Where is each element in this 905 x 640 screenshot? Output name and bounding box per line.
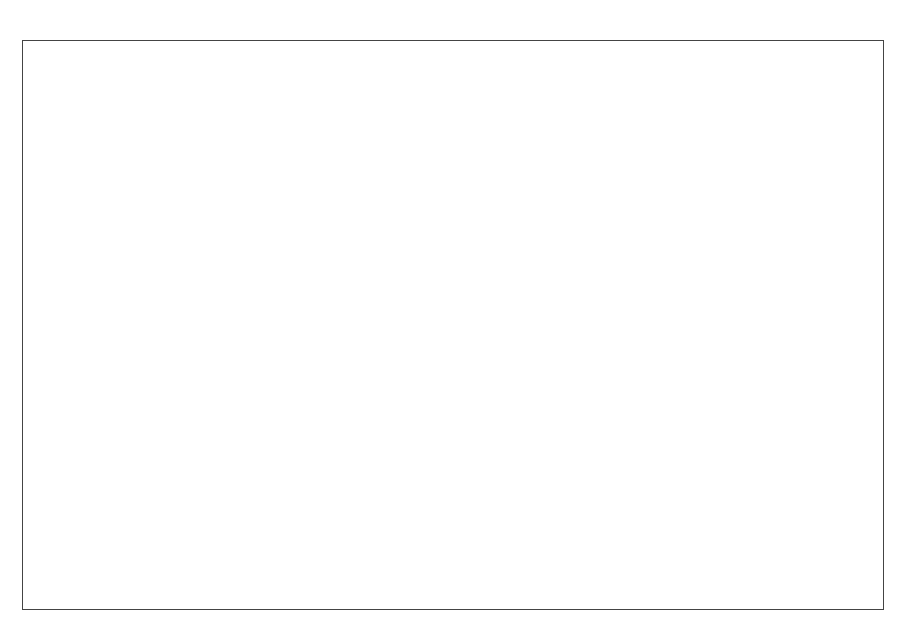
document-table bbox=[22, 40, 884, 610]
